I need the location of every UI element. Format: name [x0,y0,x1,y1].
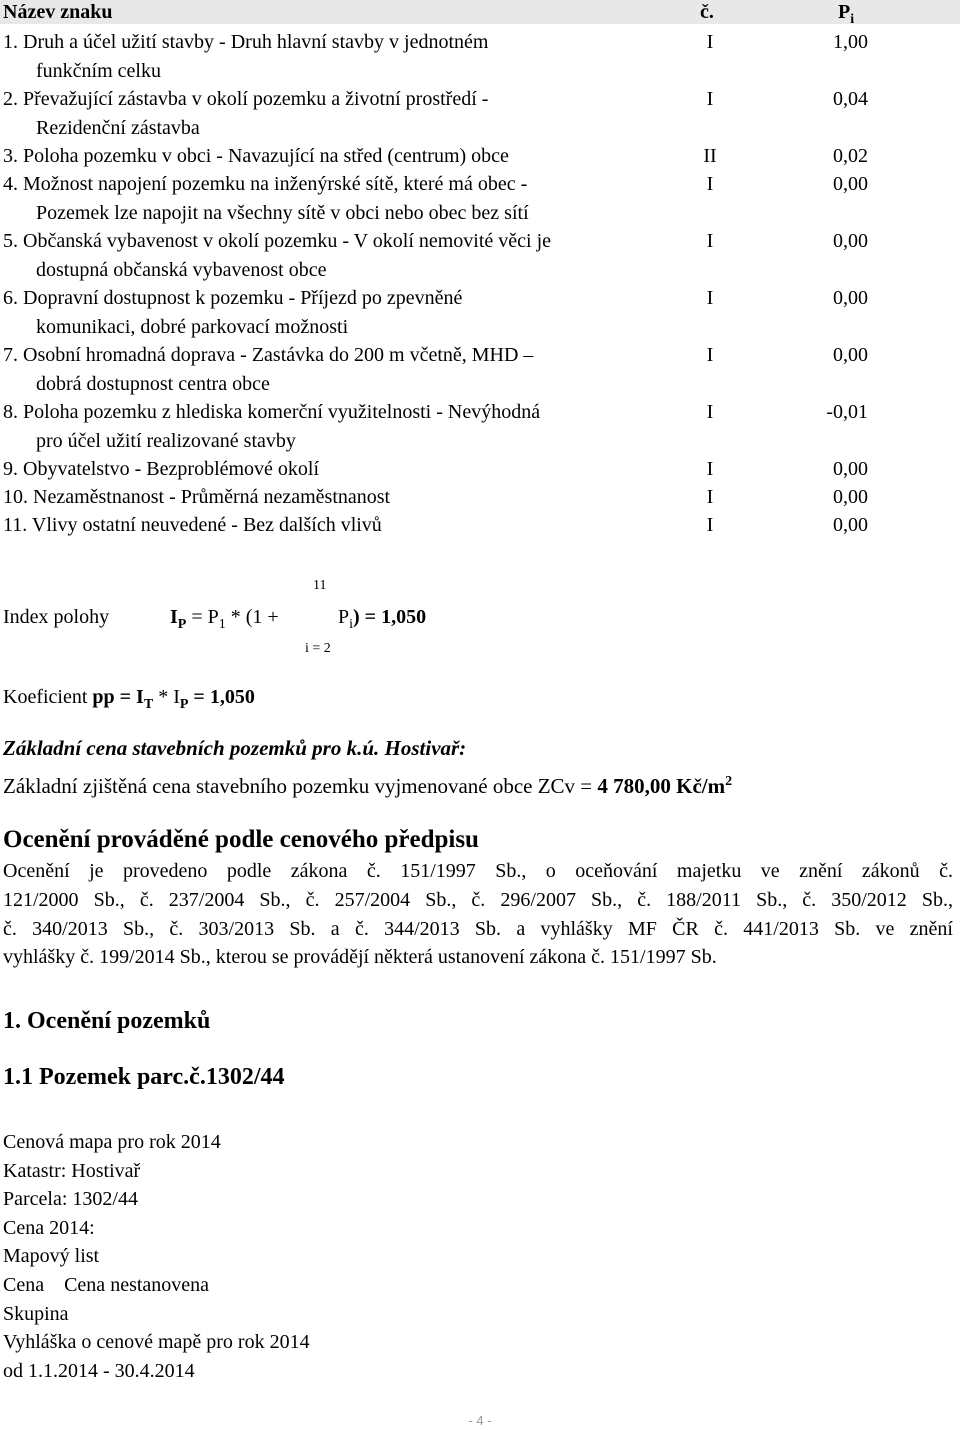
row-description-continued: pro účel užití realizované stavby [36,429,296,452]
sum-lower-limit: i = 2 [305,641,331,656]
row-description-first: 3. Poloha pozemku v obci - Navazující na střed (centrum) obce [3,145,509,167]
row-value: 1,00 [833,31,868,53]
detail-line: Vyhláška o cenové mapě pro rok 2014 [3,1331,310,1353]
row-description-first: 9. Obyvatelstvo - Bezproblémové okolí [3,458,320,480]
detail-line: Parcela: 1302/44 [3,1188,138,1210]
row-description-first: 6. Dopravní dostupnost k pozemku - Příjezd po zpevněné [3,287,463,309]
index-formula: $I_P = P_1 * (1$ + [170,606,279,632]
header-name: Název znaku [3,1,113,23]
row-description [3,483,668,512]
row-class: I [706,88,714,110]
row-value: 0,04 [833,88,868,110]
row-description-first: 5. Občanská vybavenost v okolí pozemku - V okolí nemovité věci je [3,230,552,252]
section-1-heading: 1. Ocenění pozemků [3,1008,211,1034]
valuation-title: Ocenění prováděné podle cenového předpisu [3,826,479,853]
row-description-first: 2. Převažující zástavba v okolí pozemku a životní prostředí - [3,88,489,110]
valuation-line: Ocenění je provedeno podle zákona č. 151/1997 Sb., o oceňování majetku ve znění zákonů č. [3,860,953,882]
section-1-1-heading: 1.1 Pozemek parc.č.1302/44 [3,1064,285,1090]
row-class: I [706,401,714,423]
row-description [3,85,668,142]
row-description [3,455,668,484]
row-value: 0,02 [833,145,868,167]
index-label: Index polohy [3,606,110,628]
row-description [3,341,668,398]
row-description [3,398,668,455]
row-value: 0,00 [833,230,868,252]
row-description-first: 10. Nezaměstnanost - Průměrná nezaměstnanost [3,486,391,508]
row-class: I [706,230,714,252]
row-description-continued: Rezidenční zástavba [36,116,200,139]
row-class: II [703,145,717,167]
valuation-line: vyhlášky č. 199/2014 Sb., kterou se provádějí některá ustanovení zákona č. 151/1997 Sb. [3,946,717,968]
row-value: 0,00 [833,486,868,508]
index-result: $P_i) = 1,050$ [338,606,427,632]
koef-line: Koeficient pp = $I_T * I_P = 1,050$ [3,686,255,712]
header-p: $P_i$ [838,1,855,27]
row-value: 0,00 [833,514,868,536]
row-description-first: 8. Poloha pozemku z hlediska komerční využitelnosti - Nevýhodná [3,401,541,423]
row-description [3,511,668,540]
row-value: 0,00 [833,287,868,309]
detail-line: Katastr: Hostivař [3,1160,141,1182]
row-class: I [706,287,714,309]
row-class: I [706,344,714,366]
row-value: 0,00 [833,173,868,195]
row-class: I [706,514,714,536]
basic-price-line: Základní zjištěná cena stavebního pozemku vyjmenované obce ZCv = 4 780,00 $Kč/m^2$ [3,774,733,798]
row-class: I [706,31,714,53]
header-class: č. [700,1,714,23]
row-value: 0,00 [833,344,868,366]
row-description-continued: Pozemek lze napojit na všechny sítě v obci nebo obec bez sítí [36,201,529,224]
row-description [3,227,668,284]
page-number: - 4 - [468,1413,492,1428]
row-description [3,170,668,227]
table-header [0,0,960,27]
detail-line: Skupina [3,1303,69,1325]
row-description-first: 11. Vlivy ostatní neuvedené - Bez dalších vlivů [3,514,382,536]
detail-line: Mapový list [3,1245,100,1267]
basic-price-title: Základní cena stavebních pozemků pro k.ú. Hostivař: [3,736,467,760]
row-description-continued: komunikaci, dobré parkovací možnosti [36,315,349,338]
row-class: I [706,173,714,195]
detail-line: Cena 2014: [3,1217,95,1239]
sum-upper-limit: 11 [313,578,327,593]
detail-line: od 1.1.2014 - 30.4.2014 [3,1360,195,1382]
row-class: I [706,458,714,480]
detail-line: Cenová mapa pro rok 2014 [3,1131,221,1153]
row-description-continued: dostupná občanská vybavenost obce [36,258,327,281]
valuation-line: č. 340/2013 Sb., č. 303/2013 Sb. a č. 344/2013 Sb. a vyhlášky MF ČR č. 441/2013 Sb. ve znění [3,918,953,940]
row-description [3,28,668,85]
row-description-continued: funkčním celku [36,59,161,82]
row-description-first: 1. Druh a účel užití stavby - Druh hlavní stavby v jednotném [3,31,489,53]
row-value: -0,01 [826,401,868,423]
row-description-continued: dobrá dostupnost centra obce [36,372,270,395]
valuation-line: 121/2000 Sb., č. 237/2004 Sb., č. 257/2004 Sb., č. 296/2007 Sb., č. 188/2011 Sb., č. 350/2012 Sb., [3,889,953,911]
row-description-first: 7. Osobní hromadná doprava - Zastávka do 200 m včetně, MHD – [3,344,534,366]
row-description-first: 4. Možnost napojení pozemku na inženýrské sítě, které má obec - [3,173,528,195]
row-description [3,142,668,171]
detail-line: Cena Cena nestanovena [3,1274,210,1296]
row-value: 0,00 [833,458,868,480]
row-description [3,284,668,341]
row-class: I [706,486,714,508]
